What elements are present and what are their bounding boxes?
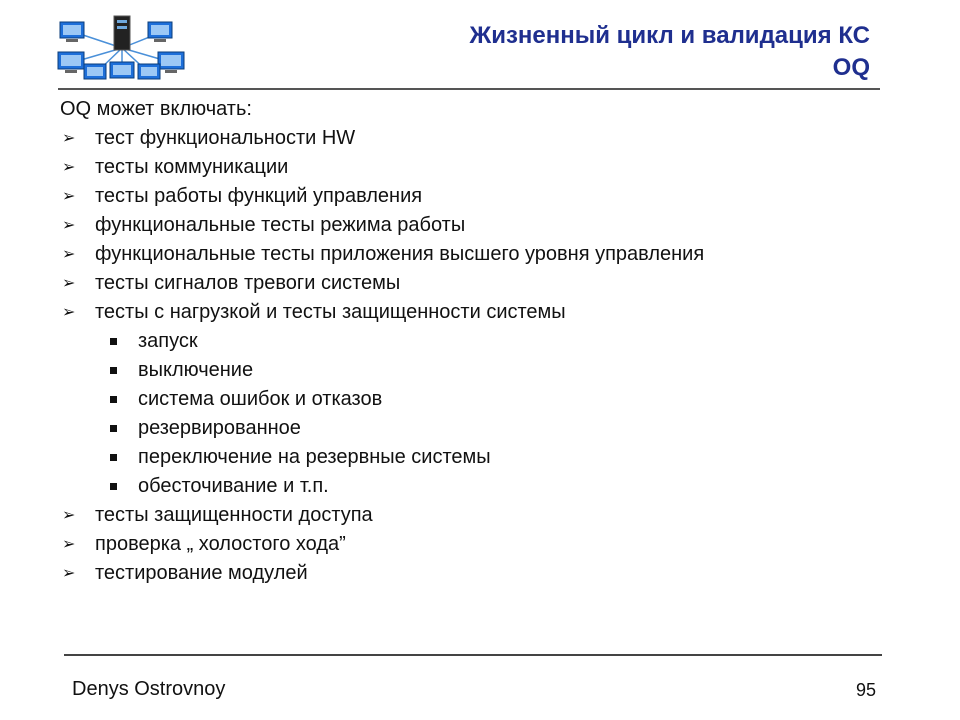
list-item [60, 559, 880, 588]
square-bullet-icon [110, 338, 117, 345]
arrow-bullet-icon: ➢ [62, 217, 76, 234]
square-bullet-icon [110, 396, 117, 403]
sub-list-item-label: переключение на резервные системы [138, 446, 491, 468]
sub-list-item [60, 327, 880, 356]
list-item-label: проверка „ холостого хода” [95, 533, 346, 555]
slide-content [60, 95, 880, 588]
list-item-label: тесты сигналов тревоги системы [95, 272, 401, 294]
list-item [60, 240, 880, 269]
title-line-2: OQ [832, 54, 870, 81]
arrow-bullet-icon: ➢ [62, 536, 76, 553]
page-number: 95 [855, 680, 876, 700]
square-bullet-icon [110, 483, 117, 490]
bullet-list [60, 124, 880, 327]
sub-list-item [60, 385, 880, 414]
square-bullet-icon [110, 425, 117, 432]
square-bullet-icon [110, 367, 117, 374]
list-item [60, 211, 880, 240]
sub-list-item-label: выключение [138, 359, 254, 381]
list-item [60, 153, 880, 182]
sub-list-item [60, 356, 880, 385]
list-item [60, 530, 880, 559]
list-item-label: тесты коммуникации [95, 156, 289, 178]
title-divider [58, 88, 880, 90]
list-item [60, 501, 880, 530]
sub-list-item-label: резервированное [138, 417, 301, 439]
slide-title [470, 20, 871, 84]
arrow-bullet-icon: ➢ [62, 507, 76, 524]
footer-divider [64, 654, 882, 656]
bullet-list-continued [60, 501, 880, 588]
list-item-label: тесты с нагрузкой и тесты защищенности системы [95, 301, 566, 323]
list-item-label: функциональные тесты режима работы [95, 214, 466, 236]
list-item-label: тест функциональности HW [95, 127, 356, 149]
sub-list-item [60, 443, 880, 472]
arrow-bullet-icon: ➢ [62, 304, 76, 321]
list-item [60, 182, 880, 211]
list-item [60, 269, 880, 298]
sub-list-item-label: запуск [138, 330, 198, 352]
sub-list-item-label: обесточивание и т.п. [138, 475, 329, 497]
arrow-bullet-icon: ➢ [62, 565, 76, 582]
list-item-label: тесты работы функций управления [95, 185, 423, 207]
intro-text: OQ может включать: [60, 98, 252, 120]
list-item [60, 124, 880, 153]
computer-network-icon [52, 10, 192, 86]
arrow-bullet-icon: ➢ [62, 188, 76, 205]
list-item [60, 298, 880, 327]
arrow-bullet-icon: ➢ [62, 246, 76, 263]
arrow-bullet-icon: ➢ [62, 275, 76, 292]
sub-bullet-list [60, 327, 880, 501]
footer-author: Denys Ostrovnoy [72, 678, 226, 700]
list-item-label: тесты защищенности доступа [95, 504, 373, 526]
sub-list-item [60, 414, 880, 443]
arrow-bullet-icon: ➢ [62, 130, 76, 147]
list-item-label: тестирование модулей [95, 562, 308, 584]
sub-list-item [60, 472, 880, 501]
list-item-label: функциональные тесты приложения высшего уровня управления [95, 243, 705, 265]
title-line-1: Жизненный цикл и валидация КС [469, 22, 870, 49]
arrow-bullet-icon: ➢ [62, 159, 76, 176]
sub-list-item-label: система ошибок и отказов [138, 388, 383, 410]
square-bullet-icon [110, 454, 117, 461]
